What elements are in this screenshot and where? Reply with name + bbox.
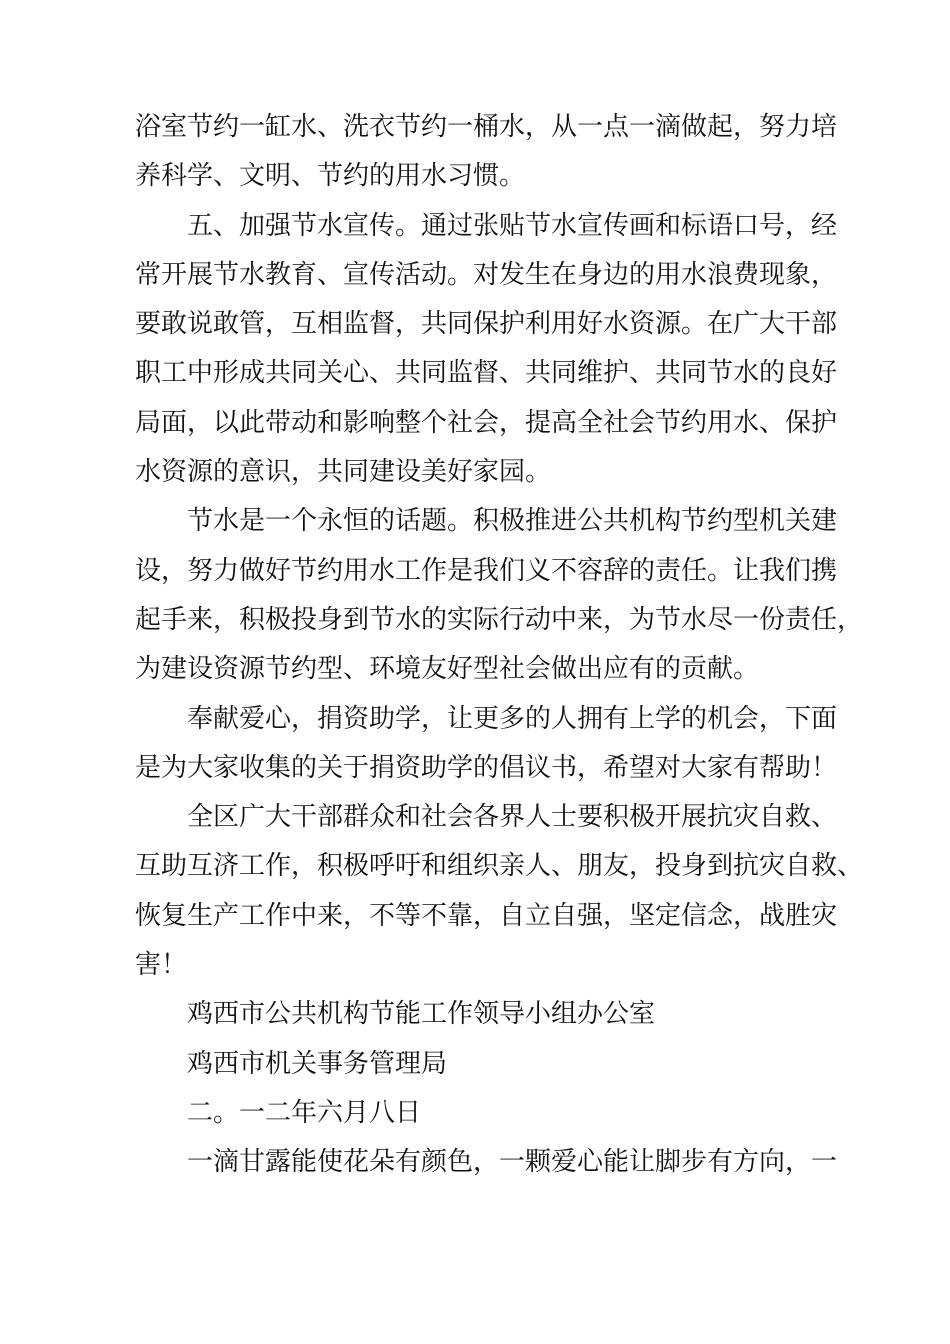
text-line: 为建设资源节约型、环境友好型社会做出应有的贡献。: [135, 654, 760, 685]
text-line: 局面，以此带动和影响整个社会，提高全社会节约用水、保护: [135, 407, 838, 438]
signature-organization: 鸡西市公共机构节能工作领导小组办公室: [187, 999, 656, 1030]
text-line: 互助互济工作，积极呼吁和组织亲人、朋友，投身到抗灾自救、: [135, 851, 864, 882]
text-line: 是为大家收集的关于捐资助学的倡议书，希望对大家有帮助！: [135, 752, 838, 783]
paragraph-start-line: 一滴甘露能使花朵有颜色，一颗爱心能让脚步有方向，一: [187, 1147, 838, 1178]
signature-bureau: 鸡西市机关事务管理局: [187, 1048, 448, 1079]
signature-date: 二。一二年六月八日: [187, 1097, 422, 1128]
text-line: 恢复生产工作中来，不等不靠，自立自强，坚定信念，战胜灾: [135, 900, 838, 931]
paragraph-start-line: 节水是一个永恒的话题。积极推进公共机构节约型机关建: [187, 506, 838, 537]
text-line: 常开展节水教育、宣传活动。对发生在身边的用水浪费现象，: [135, 259, 838, 290]
paragraph-start-line: 奉献爱心，捐资助学，让更多的人拥有上学的机会，下面: [187, 703, 838, 734]
text-line: 设，努力做好节约用水工作是我们义不容辞的责任。让我们携: [135, 555, 838, 586]
text-line: 害！: [135, 950, 188, 981]
paragraph-start-line: 全区广大干部群众和社会各界人士要积极开展抗灾自救、: [187, 802, 838, 833]
paragraph-start-line: 五、加强节水宣传。通过张贴节水宣传画和标语口号，经: [187, 210, 838, 241]
text-line: 要敢说敢管，互相监督，共同保护利用好水资源。在广大干部: [135, 309, 838, 340]
text-line: 浴室节约一缸水、洗衣节约一桶水，从一点一滴做起，努力培: [135, 112, 838, 142]
text-line: 水资源的意识，共同建设美好家园。: [135, 457, 552, 488]
text-line: 养科学、文明、节约的用水习惯。: [135, 161, 526, 192]
text-line: 起手来，积极投身到节水的实际行动中来，为节水尽一份责任，: [135, 604, 864, 635]
document-body: [135, 103, 864, 1188]
text-line: 职工中形成共同关心、共同监督、共同维护、共同节水的良好: [135, 358, 838, 389]
